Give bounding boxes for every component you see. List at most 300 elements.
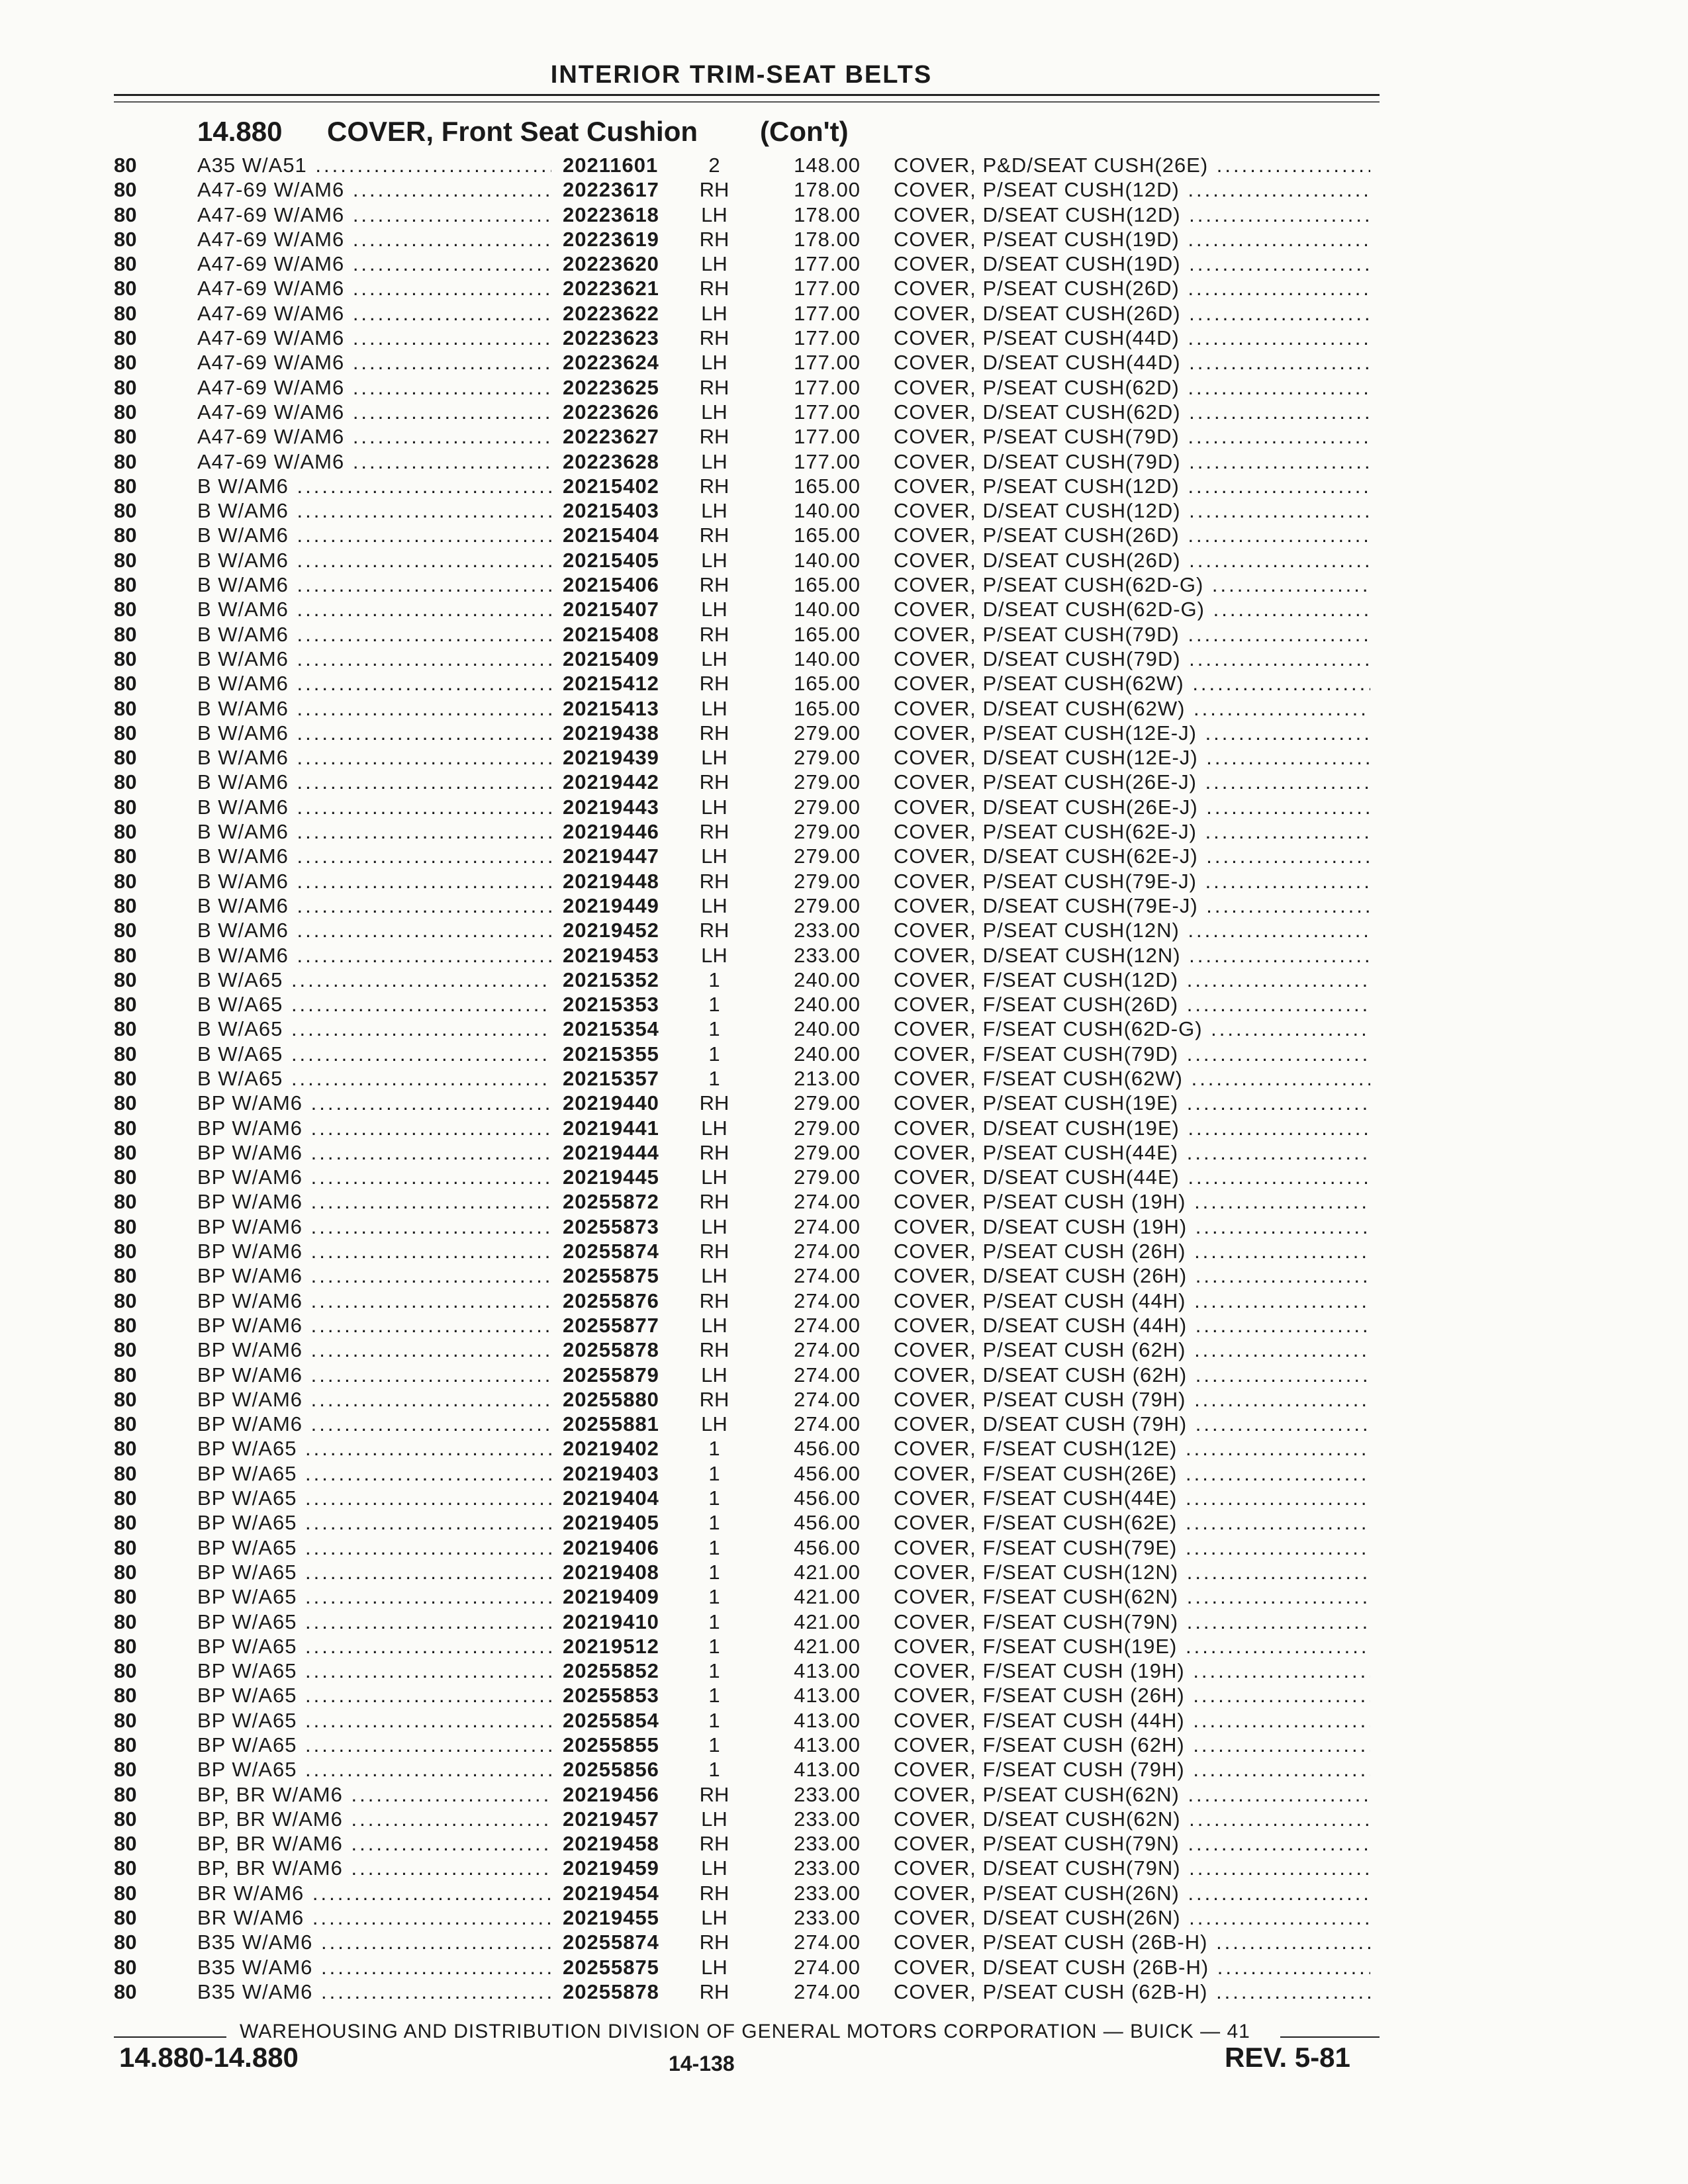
- price: 456.00: [794, 1437, 861, 1461]
- model-usage: BP W/AM6 .....: [197, 1239, 551, 1263]
- table-row: [0, 449, 1688, 474]
- group-code: 80: [114, 721, 137, 745]
- table-row: [0, 424, 1688, 449]
- group-code: 80: [114, 523, 137, 547]
- model-usage: BP W/A65 .....: [197, 1584, 551, 1609]
- group-code: 80: [114, 1832, 137, 1856]
- description: COVER, F/SEAT CUSH(12D) .....: [894, 968, 1370, 992]
- price: 279.00: [794, 869, 861, 893]
- description: COVER, D/SEAT CUSH(62D-G) .....: [894, 597, 1370, 621]
- model-usage: A35 W/A51 .....: [197, 153, 551, 177]
- table-row: [0, 251, 1688, 276]
- part-number: 20223628: [563, 449, 659, 473]
- table-row: [0, 696, 1688, 721]
- price: 177.00: [794, 400, 861, 424]
- model-usage: BP W/AM6 .....: [197, 1140, 551, 1165]
- description: COVER, P/SEAT CUSH(19D) .....: [894, 227, 1370, 251]
- quantity-side: 1: [708, 993, 720, 1017]
- price: 279.00: [794, 721, 861, 745]
- description: COVER, D/SEAT CUSH(26N) .....: [894, 1905, 1370, 1930]
- model-usage: B W/AM6 .....: [197, 498, 551, 523]
- description: COVER, P/SEAT CUSH(19E) .....: [894, 1091, 1370, 1115]
- table-row: [0, 943, 1688, 968]
- section-heading: [0, 116, 1688, 149]
- part-number: 20255853: [563, 1684, 659, 1707]
- group-code: 80: [114, 1289, 137, 1312]
- description: COVER, F/SEAT CUSH(79D) .....: [894, 1042, 1370, 1066]
- table-row: [0, 1560, 1688, 1584]
- group-code: 80: [114, 400, 137, 424]
- description: COVER, D/SEAT CUSH(62N) .....: [894, 1807, 1370, 1831]
- section-title: COVER, Front Seat Cushion: [327, 116, 698, 147]
- description: COVER, D/SEAT CUSH(12E-J) .....: [894, 745, 1370, 770]
- model-usage: BP W/A65 .....: [197, 1708, 551, 1733]
- model-usage: B W/AM6 .....: [197, 721, 551, 745]
- quantity-side: RH: [699, 869, 729, 893]
- table-row: [0, 1214, 1688, 1239]
- group-code: 80: [114, 573, 137, 597]
- quantity-side: RH: [699, 326, 729, 350]
- table-row: [0, 1782, 1688, 1807]
- table-row: [0, 1634, 1688, 1659]
- quantity-side: LH: [701, 647, 727, 670]
- price: 279.00: [794, 1091, 861, 1115]
- quantity-side: LH: [701, 598, 727, 621]
- price: 165.00: [794, 523, 861, 547]
- footer-page-number: 14-138: [669, 2052, 735, 2075]
- price: 177.00: [794, 351, 861, 375]
- price: 177.00: [794, 375, 861, 399]
- part-number: 20223624: [563, 351, 659, 375]
- parts-list: [0, 153, 1688, 2004]
- page-title: INTERIOR TRIM-SEAT BELTS: [550, 61, 933, 89]
- model-usage: B W/AM6 .....: [197, 893, 551, 918]
- model-usage: BR W/AM6 .....: [197, 1905, 551, 1930]
- group-code: 80: [114, 1190, 137, 1214]
- price: 177.00: [794, 449, 861, 473]
- part-number: 20255878: [563, 1979, 659, 2003]
- part-number: 20219452: [563, 919, 659, 942]
- model-usage: B W/AM6 .....: [197, 844, 551, 868]
- part-number: 20215405: [563, 548, 659, 572]
- group-code: 80: [114, 1461, 137, 1485]
- model-usage: B W/A65 .....: [197, 1066, 551, 1091]
- price: 413.00: [794, 1733, 861, 1756]
- group-code: 80: [114, 993, 137, 1017]
- table-row: [0, 1017, 1688, 1041]
- description: COVER, D/SEAT CUSH(44E) .....: [894, 1165, 1370, 1189]
- group-code: 80: [114, 1955, 137, 1979]
- group-code: 80: [114, 1807, 137, 1831]
- description: COVER, F/SEAT CUSH(26E) .....: [894, 1461, 1370, 1486]
- quantity-side: LH: [701, 844, 727, 868]
- quantity-side: RH: [699, 523, 729, 547]
- quantity-side: RH: [699, 277, 729, 300]
- group-code: 80: [114, 1758, 137, 1782]
- part-number: 20223619: [563, 227, 659, 251]
- quantity-side: RH: [699, 1782, 729, 1806]
- model-usage: B W/AM6 .....: [197, 795, 551, 819]
- part-number: 20215412: [563, 672, 659, 696]
- quantity-side: 1: [708, 1585, 720, 1609]
- model-usage: A47-69 W/AM6 .....: [197, 424, 551, 449]
- quantity-side: RH: [699, 474, 729, 498]
- part-number: 20219512: [563, 1634, 659, 1658]
- model-usage: A47-69 W/AM6 .....: [197, 301, 551, 326]
- quantity-side: LH: [701, 1955, 727, 1979]
- price: 148.00: [794, 154, 861, 177]
- description: COVER, D/SEAT CUSH (26B-H) .....: [894, 1955, 1370, 1979]
- group-code: 80: [114, 154, 137, 177]
- group-code: 80: [114, 1931, 137, 1954]
- table-row: [0, 276, 1688, 300]
- description: COVER, F/SEAT CUSH (62H) .....: [894, 1733, 1370, 1757]
- group-code: 80: [114, 696, 137, 720]
- part-number: 20219455: [563, 1906, 659, 1930]
- description: COVER, D/SEAT CUSH (44H) .....: [894, 1313, 1370, 1338]
- table-row: [0, 1412, 1688, 1436]
- description: COVER, D/SEAT CUSH(12N) .....: [894, 943, 1370, 968]
- model-usage: A47-69 W/AM6 .....: [197, 276, 551, 300]
- group-code: 80: [114, 1387, 137, 1411]
- footer-division-text: WAREHOUSING AND DISTRIBUTION DIVISION OF GENERAL MOTORS CORPORATION — BUICK — 41: [240, 2021, 1250, 2042]
- price: 274.00: [794, 1931, 861, 1954]
- price: 240.00: [794, 1017, 861, 1041]
- section-continued: (Con't): [760, 116, 849, 147]
- model-usage: BP W/AM6 .....: [197, 1412, 551, 1436]
- group-code: 80: [114, 1363, 137, 1387]
- table-row: [0, 523, 1688, 547]
- group-code: 80: [114, 1881, 137, 1905]
- part-number: 20219402: [563, 1437, 659, 1461]
- quantity-side: RH: [699, 1832, 729, 1856]
- quantity-side: RH: [699, 1240, 729, 1263]
- model-usage: B35 W/AM6 .....: [197, 1979, 551, 2004]
- model-usage: BP W/AM6 .....: [197, 1189, 551, 1214]
- price: 421.00: [794, 1610, 861, 1633]
- group-code: 80: [114, 178, 137, 202]
- price: 165.00: [794, 573, 861, 597]
- description: COVER, F/SEAT CUSH(62N) .....: [894, 1584, 1370, 1609]
- model-usage: BP W/AM6 .....: [197, 1263, 551, 1288]
- group-code: 80: [114, 844, 137, 868]
- table-row: [0, 597, 1688, 621]
- price: 279.00: [794, 844, 861, 868]
- part-number: 20219459: [563, 1856, 659, 1880]
- price: 233.00: [794, 1807, 861, 1831]
- model-usage: B W/AM6 .....: [197, 918, 551, 942]
- section-number: 14.880: [197, 116, 283, 147]
- model-usage: BP, BR W/AM6 .....: [197, 1856, 551, 1880]
- table-row: [0, 1263, 1688, 1288]
- group-code: 80: [114, 1906, 137, 1930]
- description: COVER, F/SEAT CUSH(62W) .....: [894, 1066, 1370, 1091]
- description: COVER, P/SEAT CUSH(62N) .....: [894, 1782, 1370, 1807]
- part-number: 20219447: [563, 844, 659, 868]
- quantity-side: LH: [701, 1412, 727, 1436]
- model-usage: BP W/A65 .....: [197, 1560, 551, 1584]
- model-usage: B W/AM6 .....: [197, 943, 551, 968]
- price: 413.00: [794, 1758, 861, 1782]
- table-row: [0, 498, 1688, 523]
- table-row: [0, 326, 1688, 350]
- model-usage: B W/AM6 .....: [197, 597, 551, 621]
- price: 233.00: [794, 1856, 861, 1880]
- price: 274.00: [794, 1289, 861, 1312]
- header-rule: [114, 94, 1380, 103]
- model-usage: B W/AM6 .....: [197, 548, 551, 572]
- price: 421.00: [794, 1634, 861, 1658]
- part-number: 20255852: [563, 1659, 659, 1683]
- table-row: [0, 1289, 1688, 1313]
- part-number: 20223620: [563, 252, 659, 276]
- table-row: [0, 1486, 1688, 1510]
- group-code: 80: [114, 252, 137, 276]
- price: 274.00: [794, 1240, 861, 1263]
- group-code: 80: [114, 375, 137, 399]
- model-usage: BP, BR W/AM6 .....: [197, 1807, 551, 1831]
- part-number: 20215354: [563, 1017, 659, 1041]
- description: COVER, P/SEAT CUSH(62D) .....: [894, 375, 1370, 400]
- price: 274.00: [794, 1190, 861, 1214]
- table-row: [0, 1189, 1688, 1214]
- description: COVER, P&D/SEAT CUSH(26E) .....: [894, 153, 1370, 177]
- quantity-side: 1: [708, 1461, 720, 1485]
- description: COVER, P/SEAT CUSH (26B-H) .....: [894, 1930, 1370, 1954]
- part-number: 20215353: [563, 993, 659, 1017]
- quantity-side: LH: [701, 1214, 727, 1238]
- model-usage: B W/AM6 .....: [197, 819, 551, 844]
- part-number: 20255880: [563, 1387, 659, 1411]
- table-row: [0, 1042, 1688, 1066]
- description: COVER, P/SEAT CUSH (62H) .....: [894, 1338, 1370, 1362]
- model-usage: BP W/A65 .....: [197, 1610, 551, 1634]
- quantity-side: LH: [701, 548, 727, 572]
- part-number: 20215352: [563, 968, 659, 991]
- model-usage: B W/AM6 .....: [197, 474, 551, 498]
- description: COVER, D/SEAT CUSH(62D) .....: [894, 400, 1370, 424]
- description: COVER, D/SEAT CUSH(79D) .....: [894, 647, 1370, 671]
- group-code: 80: [114, 1684, 137, 1707]
- quantity-side: RH: [699, 1979, 729, 2003]
- part-number: 20255873: [563, 1214, 659, 1238]
- table-row: [0, 1313, 1688, 1338]
- table-row: [0, 918, 1688, 942]
- part-number: 20215409: [563, 647, 659, 670]
- group-code: 80: [114, 820, 137, 844]
- part-number: 20215413: [563, 696, 659, 720]
- model-usage: B35 W/AM6 .....: [197, 1930, 551, 1954]
- table-row: [0, 400, 1688, 424]
- model-usage: A47-69 W/AM6 .....: [197, 227, 551, 251]
- part-number: 20255872: [563, 1190, 659, 1214]
- quantity-side: RH: [699, 1881, 729, 1905]
- price: 233.00: [794, 943, 861, 967]
- part-number: 20219438: [563, 721, 659, 745]
- model-usage: BP W/AM6 .....: [197, 1387, 551, 1412]
- description: COVER, P/SEAT CUSH(44D) .....: [894, 326, 1370, 350]
- group-code: 80: [114, 1338, 137, 1362]
- table-row: [0, 1584, 1688, 1609]
- part-number: 20219441: [563, 1116, 659, 1140]
- model-usage: BP W/A65 .....: [197, 1535, 551, 1560]
- description: COVER, F/SEAT CUSH (19H) .....: [894, 1659, 1370, 1683]
- quantity-side: RH: [699, 1387, 729, 1411]
- price: 140.00: [794, 548, 861, 572]
- quantity-side: RH: [699, 178, 729, 202]
- description: COVER, F/SEAT CUSH (44H) .....: [894, 1708, 1370, 1733]
- price: 279.00: [794, 893, 861, 917]
- table-row: [0, 474, 1688, 498]
- quantity-side: 1: [708, 1659, 720, 1683]
- price: 178.00: [794, 203, 861, 226]
- model-usage: B W/AM6 .....: [197, 523, 551, 547]
- group-code: 80: [114, 1214, 137, 1238]
- part-number: 20223625: [563, 375, 659, 399]
- model-usage: B35 W/AM6 .....: [197, 1955, 551, 1979]
- quantity-side: LH: [701, 499, 727, 523]
- group-code: 80: [114, 869, 137, 893]
- description: COVER, D/SEAT CUSH (26H) .....: [894, 1263, 1370, 1288]
- model-usage: BP W/AM6 .....: [197, 1091, 551, 1115]
- model-usage: BP W/AM6 .....: [197, 1289, 551, 1313]
- group-code: 80: [114, 1313, 137, 1337]
- group-code: 80: [114, 672, 137, 696]
- table-row: [0, 350, 1688, 375]
- part-number: 20223627: [563, 425, 659, 449]
- quantity-side: LH: [701, 301, 727, 325]
- group-code: 80: [114, 647, 137, 670]
- group-code: 80: [114, 1042, 137, 1066]
- model-usage: A47-69 W/AM6 .....: [197, 326, 551, 350]
- price: 456.00: [794, 1511, 861, 1535]
- price: 233.00: [794, 1782, 861, 1806]
- table-row: [0, 647, 1688, 671]
- part-number: 20219439: [563, 746, 659, 770]
- price: 240.00: [794, 968, 861, 991]
- model-usage: B W/AM6 .....: [197, 572, 551, 597]
- part-number: 20255876: [563, 1289, 659, 1312]
- model-usage: B W/AM6 .....: [197, 696, 551, 721]
- description: COVER, F/SEAT CUSH(79N) .....: [894, 1610, 1370, 1634]
- table-row: [0, 1930, 1688, 1954]
- description: COVER, P/SEAT CUSH(26E-J) .....: [894, 770, 1370, 794]
- model-usage: B W/AM6 .....: [197, 745, 551, 770]
- quantity-side: LH: [701, 943, 727, 967]
- model-usage: B W/AM6 .....: [197, 770, 551, 794]
- price: 274.00: [794, 1955, 861, 1979]
- table-row: [0, 893, 1688, 918]
- quantity-side: 1: [708, 1437, 720, 1461]
- quantity-side: LH: [701, 1807, 727, 1831]
- description: COVER, P/SEAT CUSH(62D-G) .....: [894, 572, 1370, 597]
- description: COVER, D/SEAT CUSH (19H) .....: [894, 1214, 1370, 1239]
- table-row: [0, 671, 1688, 696]
- part-number: 20219444: [563, 1140, 659, 1164]
- quantity-side: RH: [699, 919, 729, 942]
- model-usage: BP W/A65 .....: [197, 1436, 551, 1461]
- part-number: 20219405: [563, 1511, 659, 1535]
- quantity-side: 1: [708, 1017, 720, 1041]
- part-number: 20223621: [563, 277, 659, 300]
- price: 279.00: [794, 795, 861, 819]
- description: COVER, D/SEAT CUSH(79E-J) .....: [894, 893, 1370, 918]
- table-row: [0, 1610, 1688, 1634]
- description: COVER, P/SEAT CUSH(12E-J) .....: [894, 721, 1370, 745]
- quantity-side: LH: [701, 795, 727, 819]
- part-number: 20219454: [563, 1881, 659, 1905]
- description: COVER, P/SEAT CUSH(26D) .....: [894, 523, 1370, 547]
- quantity-side: LH: [701, 1264, 727, 1288]
- description: COVER, D/SEAT CUSH(12D) .....: [894, 203, 1370, 227]
- quantity-side: RH: [699, 820, 729, 844]
- table-row: [0, 1831, 1688, 1856]
- price: 421.00: [794, 1560, 861, 1584]
- table-row: [0, 770, 1688, 794]
- part-number: 20215404: [563, 523, 659, 547]
- model-usage: A47-69 W/AM6 .....: [197, 177, 551, 202]
- table-row: [0, 1363, 1688, 1387]
- model-usage: A47-69 W/AM6 .....: [197, 400, 551, 424]
- table-row: [0, 721, 1688, 745]
- quantity-side: RH: [699, 227, 729, 251]
- group-code: 80: [114, 1856, 137, 1880]
- model-usage: A47-69 W/AM6 .....: [197, 251, 551, 276]
- group-code: 80: [114, 203, 137, 226]
- group-code: 80: [114, 1634, 137, 1658]
- quantity-side: RH: [699, 672, 729, 696]
- table-row: [0, 1659, 1688, 1683]
- group-code: 80: [114, 1535, 137, 1559]
- group-code: 80: [114, 919, 137, 942]
- quantity-side: LH: [701, 449, 727, 473]
- description: COVER, D/SEAT CUSH(26D) .....: [894, 548, 1370, 572]
- part-number: 20223626: [563, 400, 659, 424]
- price: 279.00: [794, 1165, 861, 1189]
- part-number: 20255875: [563, 1955, 659, 1979]
- quantity-side: RH: [699, 1289, 729, 1312]
- price: 274.00: [794, 1338, 861, 1362]
- description: COVER, P/SEAT CUSH (26H) .....: [894, 1239, 1370, 1263]
- part-number: 20219448: [563, 869, 659, 893]
- description: COVER, F/SEAT CUSH(79E) .....: [894, 1535, 1370, 1560]
- part-number: 20219410: [563, 1610, 659, 1633]
- price: 274.00: [794, 1412, 861, 1436]
- part-number: 20255874: [563, 1240, 659, 1263]
- footer-rule-right: [1280, 2036, 1380, 2038]
- description: COVER, D/SEAT CUSH(19E) .....: [894, 1116, 1370, 1140]
- description: COVER, P/SEAT CUSH(26N) .....: [894, 1881, 1370, 1905]
- table-row: [0, 1510, 1688, 1535]
- group-code: 80: [114, 1437, 137, 1461]
- quantity-side: LH: [701, 893, 727, 917]
- part-number: 20255874: [563, 1931, 659, 1954]
- table-row: [0, 203, 1688, 227]
- table-row: [0, 1683, 1688, 1707]
- model-usage: B W/A65 .....: [197, 1017, 551, 1041]
- group-code: 80: [114, 943, 137, 967]
- table-row: [0, 745, 1688, 770]
- price: 233.00: [794, 1832, 861, 1856]
- table-row: [0, 1387, 1688, 1412]
- description: COVER, P/SEAT CUSH (62B-H) .....: [894, 1979, 1370, 2004]
- description: COVER, P/SEAT CUSH(62E-J) .....: [894, 819, 1370, 844]
- table-row: [0, 1979, 1688, 2004]
- part-number: 20255879: [563, 1363, 659, 1387]
- part-number: 20219443: [563, 795, 659, 819]
- part-number: 20219453: [563, 943, 659, 967]
- table-row: [0, 1461, 1688, 1486]
